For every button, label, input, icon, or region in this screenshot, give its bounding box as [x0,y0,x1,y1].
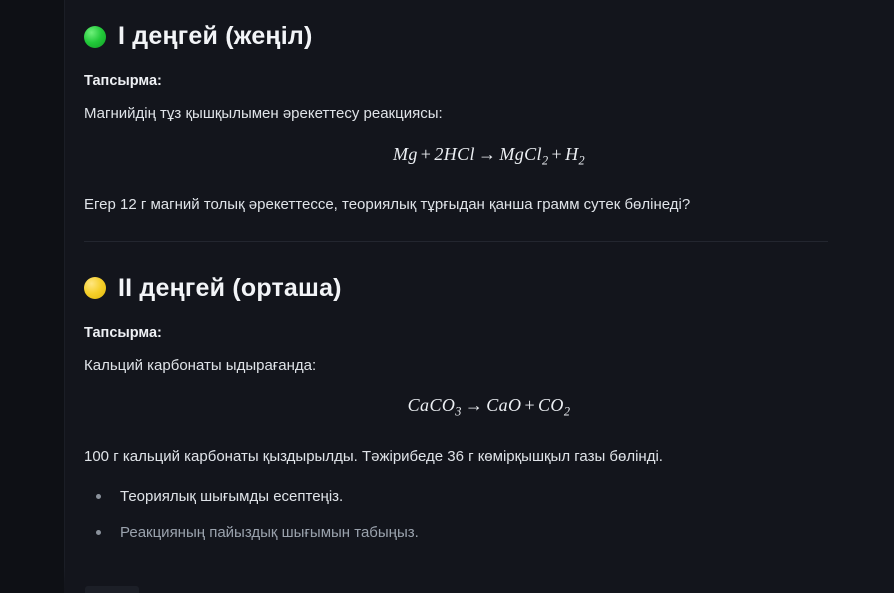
equation2-sub-co: 2 [563,404,571,419]
section-2-question: 100 г кальций карбонаты қыздырылды. Тәжірибеде 36 г көмірқышқыл газы бөлінді. [84,447,663,465]
list-item: Реакцияның пайыздық шығымын табыңыз. [84,522,894,544]
section-1-task-label: Тапсырма: [84,73,162,89]
equation2-arrow: → [464,395,484,416]
equation-term-mg: Mg [392,143,418,164]
equation2-plus: + [524,395,535,416]
yellow-circle-icon [84,277,106,299]
section-level-1 [84,0,894,217]
equation-plus-1: + [420,143,432,164]
bottom-scroll-indicator[interactable] [85,586,139,593]
equation-term-h: H [565,143,579,164]
section-divider [84,241,828,242]
section-2-intro: Кальций карбонаты ыдырағанда: [84,356,317,374]
equation2-term-cao: CaO [486,395,522,416]
section-level-2 [84,252,894,544]
section-2-title [84,274,894,303]
section-1-title-text: I деңгей (жеңіл) [118,22,313,50]
equation-sub-h: 2 [578,153,585,168]
section-1-question: Егер 12 г магний толық әрекеттессе, теориялық тұрғыдан қанша грамм сутек бөлінеді? [84,196,691,214]
document-content [64,0,894,593]
list-item: Теориялық шығымды есептеңіз. [84,486,894,508]
equation-term-mgcl: MgCl [499,143,542,164]
equation2-term-caco: CaCO [407,395,456,416]
section-1-equation [84,144,894,169]
section-1-intro: Магнийдің тұз қышқылымен әрекеттесу реакциясы: [84,105,443,122]
section-1-title [84,22,894,51]
section-2-equation [84,395,894,420]
equation-term-hcl: 2HCl [434,143,475,164]
equation2-term-co: CO [538,395,564,416]
equation2-sub-caco: 3 [455,404,462,419]
section-2-task-label: Тапсырма: [84,324,162,341]
equation-arrow: → [477,143,497,164]
green-circle-icon [84,26,106,48]
section-2-bullet-list [84,486,894,544]
left-rail [0,0,64,593]
equation-plus-2: + [551,143,563,164]
equation-sub-mgcl: 2 [541,153,549,168]
section-2-title-text: II деңгей (орташа) [118,273,342,302]
